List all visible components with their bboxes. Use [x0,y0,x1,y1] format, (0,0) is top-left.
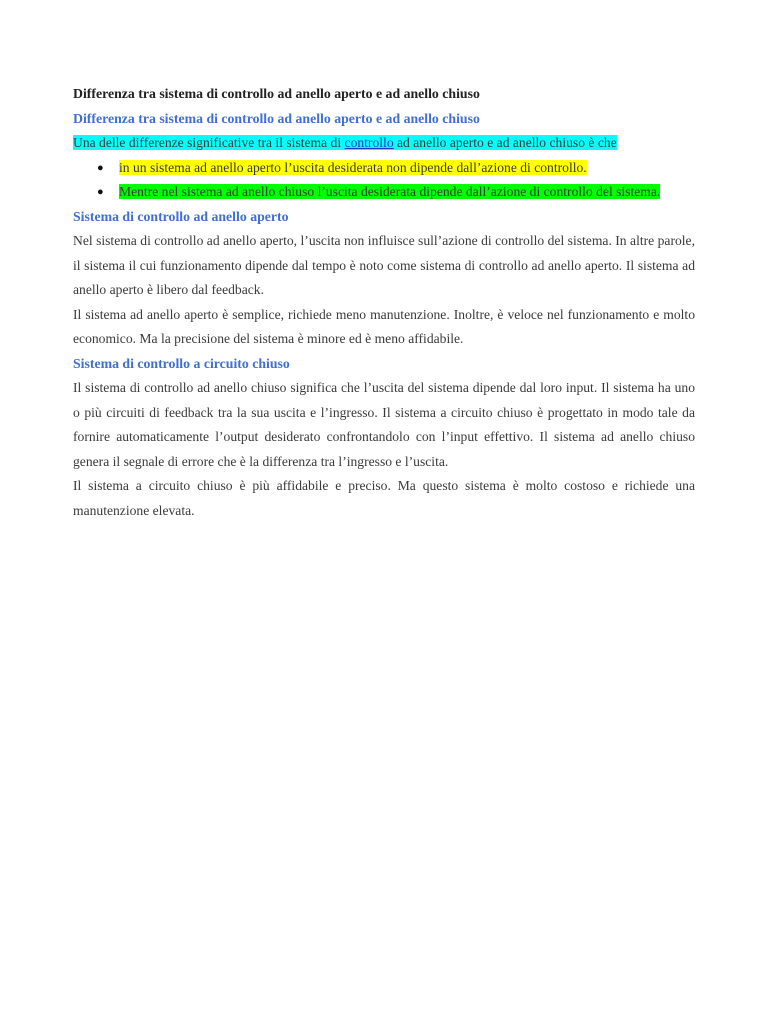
intro-line [73,131,695,156]
list-item [73,180,695,205]
paragraph: Nel sistema di controllo ad anello aperto, l’uscita non influisce sull’azione di controllo del sistema. In altre parole, il sistema il cui funzionamento dipende dal tempo è noto come sistema di controllo ad anello aperto. Il sistema ad anello aperto è libero dal feedback. [73,233,695,297]
section-heading-closed-loop: Sistema di controllo a circuito chiuso [73,355,290,371]
document-subtitle: Differenza tra sistema di controllo ad anello aperto e ad anello chiuso [73,110,480,126]
paragraph: Il sistema a circuito chiuso è più affidabile e preciso. Ma questo sistema è molto costoso e richiede una manutenzione elevata. [73,478,695,518]
paragraph: Il sistema di controllo ad anello chiuso significa che l’uscita del sistema dipende dal loro input. Il sistema ha uno o più circuiti di feedback tra la sua uscita e l’ingresso. Il sistema a circuito chiuso è progettato in modo tale da fornire automaticamente l’output desiderato confrontandolo con l’input effettivo. Il sistema ad anello chiuso genera il segnale di errore che è la differenza tra l’ingresso e l’uscita. [73,380,695,469]
bullet-icon: ● [97,186,104,198]
list-item [73,156,695,181]
controllo-link[interactable]: controllo [344,135,394,150]
bullet-list [73,156,695,205]
intro-highlight [73,135,617,150]
bullet-text: Mentre nel sistema ad anello chiuso l’uscita desiderata dipende dall’azione di controllo del sistema. [119,184,661,199]
document-title: Differenza tra sistema di controllo ad anello aperto e ad anello chiuso [73,86,480,101]
paragraph: Il sistema ad anello aperto è semplice, richiede meno manutenzione. Inoltre, è veloce nel funzionamento e molto economico. Ma la precisione del sistema è minore ed è meno affidabile. [73,306,695,346]
bullet-icon: ● [97,161,104,174]
intro-text-before: Una delle differenze significative tra il sistema di [73,135,345,150]
intro-text-after: ad anello aperto e ad anello chiuso è che [393,135,617,150]
section-heading-open-loop: Sistema di controllo ad anello aperto [73,208,289,224]
bullet-text: in un sistema ad anello aperto l’uscita desiderata non dipende dall’azione di controllo. [119,159,587,175]
